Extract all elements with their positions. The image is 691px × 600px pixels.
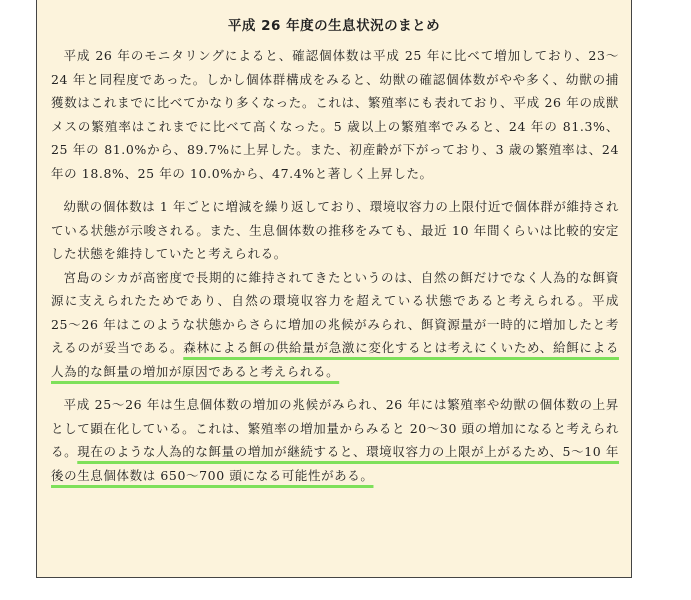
paragraph-text: 平成 26 年のモニタリングによると、確認個体数は平成 25 年に比べて増加しており、23〜24 年と同程度であった。しかし個体群構成をみると、幼獣の確認個体数がやや多く、幼獣の捕獲数はこれまでに比べてかなり多くなった。これは、繁殖率にも表れており、平成 26 年の成獣メスの繁殖率はこれまでに比べて高くなった。5 歳以上の繁殖率でみると、24 年の 81.3%、25 年の 81.0%から、89.7%に上昇した。また、初産齢が下がっており、3 歳の繁殖率は、24 年の 18.8%、25 年の 10.0%から、47.4%と著しく上昇した。 [51, 48, 619, 181]
paragraph-text: 平成 25〜26 年は生息個体数の増加の兆候がみられ、26 年には繁殖率や幼獣の個体数の上昇として顕在化している。これは、繁殖率の増加量からみると 20〜30 頭の増加になると考えられる。 [51, 397, 619, 459]
document-page [36, 0, 632, 578]
paragraph-text: 宮島のシカが高密度で長期的に維持されてきたというのは、自然の餌だけでなく人為的な餌資源に支えられたためであり、自然の環境収容力を超えている状態であると考えられる。平成 25〜26 年はこのような状態からさらに増加の兆候がみられ、餌資源量が一時的に増加したと考えるのが妥当である。 [51, 269, 619, 355]
paragraph-juvenile-population [51, 195, 619, 266]
page-title: 平成 26 年度の生息状況のまとめ [227, 18, 441, 34]
document-body [51, 44, 619, 487]
paragraph-food-resources [51, 266, 619, 384]
highlighted-sentence: 森林による餌の供給量が急激に変化するとは考えにくいため、給餌による人為的な餌量の増加が原因であると考えられる。 [51, 340, 619, 379]
highlighted-sentence: 現在のような人為的な餌量の増加が継続すると、環境収容力の上限が上がるため、5〜10 年後の生息個体数は 650〜700 頭になる可能性がある。 [51, 444, 620, 483]
paragraph-breeding-rate [51, 44, 619, 185]
paragraph-text: 幼獣の個体数は 1 年ごとに増減を繰り返しており、環境収容力の上限付近で個体群が維持されている状態が示唆される。また、生息個体数の推移をみても、最近 10 年間くらいは比較的安定した状態を維持していたと考えられる。 [51, 199, 619, 261]
paragraph-future-projection [51, 393, 619, 487]
